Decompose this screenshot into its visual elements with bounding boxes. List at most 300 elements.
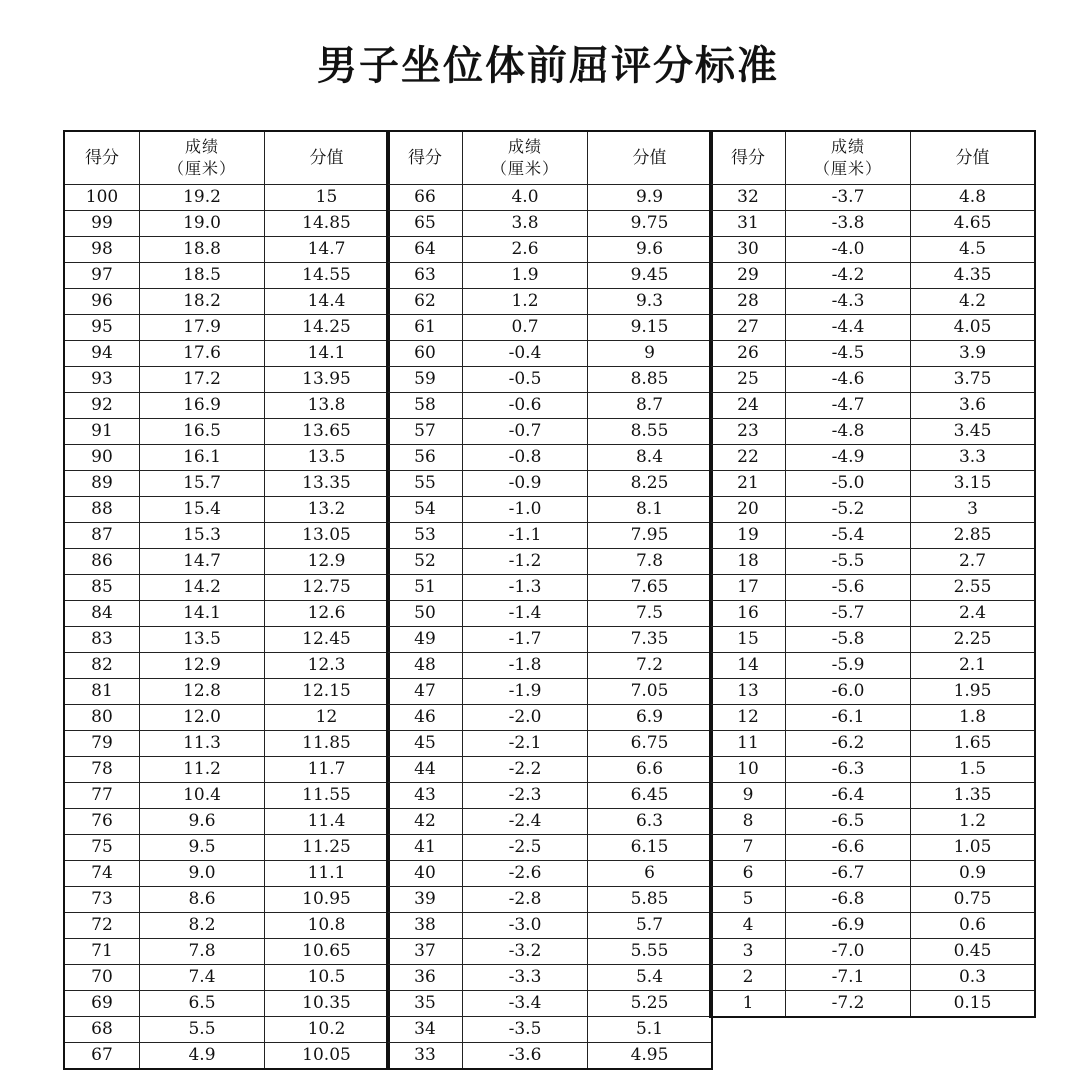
table-row: [710, 731, 1035, 757]
cell-value: 4.8: [911, 185, 1036, 211]
table-row: [64, 705, 389, 731]
cell-value: 11.25: [265, 835, 390, 861]
table-row: [64, 237, 389, 263]
cell-result: 18.8: [140, 237, 265, 263]
table-row: [710, 705, 1035, 731]
cell-score: 58: [387, 393, 463, 419]
cell-score: 44: [387, 757, 463, 783]
cell-result: -1.7: [463, 627, 588, 653]
table-row: [387, 367, 712, 393]
cell-value: 3.3: [911, 445, 1036, 471]
table-row: [387, 419, 712, 445]
cell-value: 5.7: [588, 913, 713, 939]
cell-result: -6.9: [786, 913, 911, 939]
cell-value: 0.9: [911, 861, 1036, 887]
cell-score: 27: [710, 315, 786, 341]
cell-score: 79: [64, 731, 140, 757]
cell-score: 75: [64, 835, 140, 861]
table-row: [710, 783, 1035, 809]
cell-value: 12.3: [265, 653, 390, 679]
cell-score: 95: [64, 315, 140, 341]
table-row: [387, 549, 712, 575]
table-row: [64, 497, 389, 523]
cell-value: 5.55: [588, 939, 713, 965]
header-result: [140, 131, 265, 185]
cell-result: 12.8: [140, 679, 265, 705]
cell-value: 6.3: [588, 809, 713, 835]
cell-score: 96: [64, 289, 140, 315]
table-row: [64, 1043, 389, 1070]
cell-result: 7.4: [140, 965, 265, 991]
cell-score: 84: [64, 601, 140, 627]
cell-result: -5.2: [786, 497, 911, 523]
cell-value: 13.5: [265, 445, 390, 471]
cell-score: 30: [710, 237, 786, 263]
cell-score: 42: [387, 809, 463, 835]
cell-score: 57: [387, 419, 463, 445]
table-row: [64, 835, 389, 861]
cell-result: -5.5: [786, 549, 911, 575]
cell-result: -3.4: [463, 991, 588, 1017]
cell-value: 1.05: [911, 835, 1036, 861]
cell-score: 34: [387, 1017, 463, 1043]
cell-score: 45: [387, 731, 463, 757]
cell-result: 5.5: [140, 1017, 265, 1043]
cell-score: 46: [387, 705, 463, 731]
cell-result: 19.2: [140, 185, 265, 211]
table-row: [387, 185, 712, 211]
cell-value: 2.7: [911, 549, 1036, 575]
cell-result: 13.5: [140, 627, 265, 653]
cell-score: 24: [710, 393, 786, 419]
cell-score: 98: [64, 237, 140, 263]
cell-score: 74: [64, 861, 140, 887]
cell-value: 4.5: [911, 237, 1036, 263]
score-table-2: [386, 130, 713, 1070]
table-row: [387, 627, 712, 653]
cell-result: -2.5: [463, 835, 588, 861]
cell-value: 7.05: [588, 679, 713, 705]
cell-score: 59: [387, 367, 463, 393]
cell-score: 3: [710, 939, 786, 965]
cell-result: -3.5: [463, 1017, 588, 1043]
cell-result: -5.7: [786, 601, 911, 627]
table-row: [387, 211, 712, 237]
cell-result: -6.6: [786, 835, 911, 861]
header-result: [786, 131, 911, 185]
cell-score: 16: [710, 601, 786, 627]
cell-value: 13.2: [265, 497, 390, 523]
cell-value: 2.1: [911, 653, 1036, 679]
table-row: [64, 575, 389, 601]
cell-value: 10.35: [265, 991, 390, 1017]
table-row: [710, 315, 1035, 341]
table-row: [64, 367, 389, 393]
cell-result: 12.9: [140, 653, 265, 679]
header-result-label: 成绩: [184, 137, 219, 156]
table-row: [64, 211, 389, 237]
cell-score: 26: [710, 341, 786, 367]
cell-value: 9.75: [588, 211, 713, 237]
cell-result: -2.8: [463, 887, 588, 913]
table-row: [387, 653, 712, 679]
cell-value: 4.2: [911, 289, 1036, 315]
table-row: [64, 523, 389, 549]
cell-value: 8.25: [588, 471, 713, 497]
cell-score: 55: [387, 471, 463, 497]
cell-result: -6.8: [786, 887, 911, 913]
header-result-unit: （厘米）: [813, 159, 882, 178]
table-row: [64, 263, 389, 289]
cell-result: -4.7: [786, 393, 911, 419]
cell-result: -4.2: [786, 263, 911, 289]
cell-result: 4.0: [463, 185, 588, 211]
cell-result: 15.7: [140, 471, 265, 497]
table-row: [64, 861, 389, 887]
table-row: [387, 887, 712, 913]
score-table-1: [63, 130, 390, 1070]
cell-result: -3.6: [463, 1043, 588, 1070]
cell-value: 6.75: [588, 731, 713, 757]
table-row: [387, 913, 712, 939]
cell-value: 7.2: [588, 653, 713, 679]
cell-value: 14.25: [265, 315, 390, 341]
cell-score: 40: [387, 861, 463, 887]
cell-score: 48: [387, 653, 463, 679]
cell-result: -4.4: [786, 315, 911, 341]
table-row: [387, 497, 712, 523]
cell-result: -7.2: [786, 991, 911, 1018]
table-row: [387, 263, 712, 289]
table-row: [64, 185, 389, 211]
cell-value: 12.45: [265, 627, 390, 653]
cell-value: 3.9: [911, 341, 1036, 367]
table-row: [710, 601, 1035, 627]
cell-score: 1: [710, 991, 786, 1018]
cell-value: 14.1: [265, 341, 390, 367]
table-row: [387, 1017, 712, 1043]
cell-result: -0.9: [463, 471, 588, 497]
cell-value: 14.4: [265, 289, 390, 315]
table-row: [387, 575, 712, 601]
cell-result: -3.7: [786, 185, 911, 211]
table-row: [710, 497, 1035, 523]
cell-value: 10.95: [265, 887, 390, 913]
cell-score: 32: [710, 185, 786, 211]
cell-score: 70: [64, 965, 140, 991]
cell-score: 73: [64, 887, 140, 913]
cell-result: 0.7: [463, 315, 588, 341]
cell-score: 92: [64, 393, 140, 419]
table-row: [387, 237, 712, 263]
cell-score: 2: [710, 965, 786, 991]
cell-result: 2.6: [463, 237, 588, 263]
cell-result: -2.0: [463, 705, 588, 731]
cell-result: -6.1: [786, 705, 911, 731]
cell-value: 12.6: [265, 601, 390, 627]
cell-score: 77: [64, 783, 140, 809]
table-row: [387, 783, 712, 809]
cell-result: -7.0: [786, 939, 911, 965]
cell-score: 37: [387, 939, 463, 965]
cell-score: 33: [387, 1043, 463, 1070]
cell-result: 16.5: [140, 419, 265, 445]
cell-value: 8.85: [588, 367, 713, 393]
table-row: [710, 211, 1035, 237]
cell-value: 1.35: [911, 783, 1036, 809]
cell-value: 3.45: [911, 419, 1036, 445]
table-row: [387, 1043, 712, 1070]
table-row: [710, 263, 1035, 289]
cell-result: 4.9: [140, 1043, 265, 1070]
cell-score: 80: [64, 705, 140, 731]
cell-score: 67: [64, 1043, 140, 1070]
cell-result: -4.6: [786, 367, 911, 393]
cell-value: 6.45: [588, 783, 713, 809]
cell-score: 88: [64, 497, 140, 523]
cell-result: -3.0: [463, 913, 588, 939]
cell-score: 81: [64, 679, 140, 705]
table-row: [64, 627, 389, 653]
table-row: [64, 393, 389, 419]
cell-result: -2.4: [463, 809, 588, 835]
cell-result: -6.0: [786, 679, 911, 705]
cell-score: 93: [64, 367, 140, 393]
cell-value: 7.8: [588, 549, 713, 575]
cell-value: 6.6: [588, 757, 713, 783]
cell-result: 8.2: [140, 913, 265, 939]
header-value: 分值: [265, 131, 390, 185]
table-row: [387, 523, 712, 549]
table-header-row: [710, 131, 1035, 185]
cell-score: 13: [710, 679, 786, 705]
cell-result: 14.7: [140, 549, 265, 575]
cell-value: 9.45: [588, 263, 713, 289]
cell-score: 4: [710, 913, 786, 939]
cell-value: 12: [265, 705, 390, 731]
table-row: [710, 653, 1035, 679]
cell-value: 12.9: [265, 549, 390, 575]
cell-score: 85: [64, 575, 140, 601]
cell-result: -2.1: [463, 731, 588, 757]
cell-score: 19: [710, 523, 786, 549]
cell-score: 66: [387, 185, 463, 211]
cell-score: 5: [710, 887, 786, 913]
cell-result: -2.3: [463, 783, 588, 809]
cell-result: 11.2: [140, 757, 265, 783]
cell-score: 10: [710, 757, 786, 783]
header-result: [463, 131, 588, 185]
table-row: [64, 783, 389, 809]
cell-result: -5.8: [786, 627, 911, 653]
cell-result: -1.9: [463, 679, 588, 705]
cell-score: 20: [710, 497, 786, 523]
cell-score: 60: [387, 341, 463, 367]
table-row: [64, 991, 389, 1017]
cell-result: 10.4: [140, 783, 265, 809]
cell-value: 6: [588, 861, 713, 887]
score-table-3: [709, 130, 1036, 1018]
cell-result: -6.5: [786, 809, 911, 835]
table-row: [387, 835, 712, 861]
cell-result: -0.5: [463, 367, 588, 393]
cell-result: -1.1: [463, 523, 588, 549]
table-row: [710, 471, 1035, 497]
cell-value: 9.15: [588, 315, 713, 341]
cell-result: -4.3: [786, 289, 911, 315]
cell-value: 15: [265, 185, 390, 211]
cell-value: 14.55: [265, 263, 390, 289]
table-row: [710, 185, 1035, 211]
table-row: [387, 939, 712, 965]
table-row: [710, 523, 1035, 549]
cell-value: 7.95: [588, 523, 713, 549]
cell-value: 4.35: [911, 263, 1036, 289]
cell-value: 9: [588, 341, 713, 367]
table-row: [64, 965, 389, 991]
cell-score: 86: [64, 549, 140, 575]
table-row: [710, 549, 1035, 575]
cell-score: 68: [64, 1017, 140, 1043]
cell-value: 12.15: [265, 679, 390, 705]
cell-score: 14: [710, 653, 786, 679]
cell-value: 5.1: [588, 1017, 713, 1043]
cell-score: 78: [64, 757, 140, 783]
table-row: [710, 367, 1035, 393]
header-score: 得分: [710, 131, 786, 185]
header-result-unit: （厘米）: [167, 159, 236, 178]
cell-result: 11.3: [140, 731, 265, 757]
cell-result: 16.1: [140, 445, 265, 471]
table-row: [710, 913, 1035, 939]
cell-value: 5.25: [588, 991, 713, 1017]
cell-value: 13.05: [265, 523, 390, 549]
cell-value: 14.85: [265, 211, 390, 237]
cell-value: 1.5: [911, 757, 1036, 783]
table-row: [710, 757, 1035, 783]
cell-value: 13.95: [265, 367, 390, 393]
cell-result: -6.3: [786, 757, 911, 783]
cell-score: 83: [64, 627, 140, 653]
cell-value: 13.8: [265, 393, 390, 419]
cell-result: 18.2: [140, 289, 265, 315]
cell-result: 9.0: [140, 861, 265, 887]
cell-value: 7.5: [588, 601, 713, 627]
cell-result: -2.2: [463, 757, 588, 783]
cell-result: 1.9: [463, 263, 588, 289]
cell-value: 2.4: [911, 601, 1036, 627]
cell-score: 8: [710, 809, 786, 835]
cell-score: 62: [387, 289, 463, 315]
cell-result: -0.4: [463, 341, 588, 367]
table-row: [64, 757, 389, 783]
cell-score: 69: [64, 991, 140, 1017]
cell-result: 15.4: [140, 497, 265, 523]
cell-score: 56: [387, 445, 463, 471]
table-row: [387, 445, 712, 471]
cell-result: -0.6: [463, 393, 588, 419]
table-row: [710, 835, 1035, 861]
header-value: 分值: [911, 131, 1036, 185]
page-title: 男子坐位体前屈评分标准: [317, 43, 779, 89]
cell-value: 11.1: [265, 861, 390, 887]
cell-score: 15: [710, 627, 786, 653]
cell-result: -6.4: [786, 783, 911, 809]
cell-score: 18: [710, 549, 786, 575]
cell-score: 9: [710, 783, 786, 809]
cell-result: -5.0: [786, 471, 911, 497]
cell-score: 63: [387, 263, 463, 289]
cell-score: 52: [387, 549, 463, 575]
cell-value: 1.8: [911, 705, 1036, 731]
cell-value: 11.7: [265, 757, 390, 783]
table-row: [710, 419, 1035, 445]
cell-result: -2.6: [463, 861, 588, 887]
cell-result: -1.3: [463, 575, 588, 601]
header-result-label: 成绩: [507, 137, 542, 156]
cell-value: 9.9: [588, 185, 713, 211]
table-row: [710, 887, 1035, 913]
cell-value: 0.15: [911, 991, 1036, 1018]
cell-result: -4.0: [786, 237, 911, 263]
table-row: [64, 809, 389, 835]
cell-result: -3.2: [463, 939, 588, 965]
cell-score: 43: [387, 783, 463, 809]
cell-value: 8.55: [588, 419, 713, 445]
table-row: [387, 315, 712, 341]
table-row: [64, 445, 389, 471]
cell-value: 4.65: [911, 211, 1036, 237]
table-row: [387, 289, 712, 315]
header-value: 分值: [588, 131, 713, 185]
cell-value: 8.1: [588, 497, 713, 523]
cell-score: 90: [64, 445, 140, 471]
header-score: 得分: [387, 131, 463, 185]
cell-result: 16.9: [140, 393, 265, 419]
table-row: [64, 549, 389, 575]
table-row: [387, 731, 712, 757]
table-row: [710, 575, 1035, 601]
cell-score: 38: [387, 913, 463, 939]
table-row: [710, 809, 1035, 835]
table-row: [710, 289, 1035, 315]
cell-result: -1.8: [463, 653, 588, 679]
cell-result: -3.3: [463, 965, 588, 991]
cell-score: 91: [64, 419, 140, 445]
cell-result: 17.6: [140, 341, 265, 367]
cell-value: 13.65: [265, 419, 390, 445]
cell-value: 11.85: [265, 731, 390, 757]
cell-score: 72: [64, 913, 140, 939]
cell-score: 61: [387, 315, 463, 341]
cell-result: -4.5: [786, 341, 911, 367]
cell-result: 9.5: [140, 835, 265, 861]
cell-value: 3.75: [911, 367, 1036, 393]
cell-score: 23: [710, 419, 786, 445]
header-result-label: 成绩: [830, 137, 865, 156]
cell-value: 10.05: [265, 1043, 390, 1070]
cell-score: 31: [710, 211, 786, 237]
cell-score: 7: [710, 835, 786, 861]
cell-value: 8.7: [588, 393, 713, 419]
cell-result: -7.1: [786, 965, 911, 991]
cell-result: 9.6: [140, 809, 265, 835]
cell-score: 11: [710, 731, 786, 757]
header-score: 得分: [64, 131, 140, 185]
cell-score: 76: [64, 809, 140, 835]
cell-score: 29: [710, 263, 786, 289]
table-row: [710, 627, 1035, 653]
